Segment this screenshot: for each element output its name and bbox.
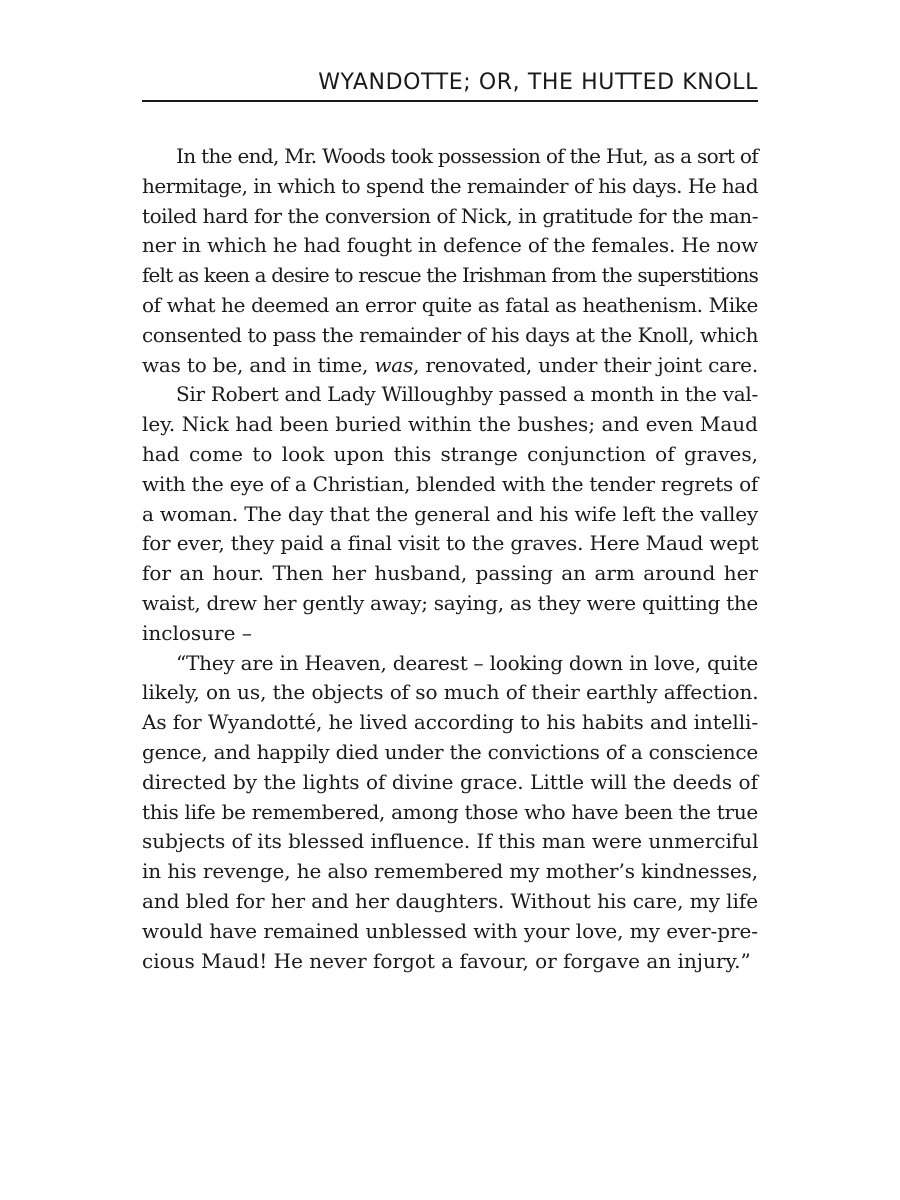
text-line: likely, on us, the objects of so much of their earthly affection. xyxy=(142,680,759,705)
text-run: was to be, and in time, xyxy=(142,352,375,377)
text-line: As for Wyandotté, he lived according to his habits and intelli- xyxy=(142,710,758,735)
text-line: of what he deemed an error quite as fatal as heathenism. Mike xyxy=(142,292,759,317)
text-line: hermitage, in which to spend the remainder of his days. He had xyxy=(142,173,758,198)
text-line: In the end, Mr. Woods took possession of the Hut, as a sort of xyxy=(176,144,758,168)
text-line: waist, drew her gently away; saying, as they were quitting the xyxy=(142,590,758,615)
text-line: for an hour. Then her husband, passing an arm around her xyxy=(142,561,758,586)
text-line: ley. Nick had been buried within the bushes; and even Maud xyxy=(142,412,758,437)
text-line: with the eye of a Christian, blended with the tender regrets of xyxy=(142,471,758,496)
italic-word: was xyxy=(374,352,414,377)
text-line: “They are in Heaven, dearest – looking down in love, quite xyxy=(176,650,758,675)
text-line: for ever, they paid a final visit to the graves. Here Maud wept xyxy=(142,531,759,556)
text-line: toiled hard for the conversion of Nick, in gratitude for the man- xyxy=(142,203,759,228)
text-line: in his revenge, he also remembered my mother’s kindnesses, xyxy=(142,859,758,884)
text-line: a woman. The day that the general and his wife left the valley xyxy=(142,501,758,526)
text-line: subjects of its blessed influence. If this man were unmerciful xyxy=(142,829,759,854)
text-line: this life be remembered, among those who have been the true xyxy=(142,799,758,824)
text-line: ner in which he had fought in defence of the females. He now xyxy=(142,233,758,258)
running-head-title: WYANDOTTE; OR, THE HUTTED KNOLL xyxy=(318,70,758,95)
text-run: , renovated, under their joint care. xyxy=(413,352,758,377)
text-line: cious Maud! He never forgot a favour, or forgave an injury.” xyxy=(142,948,751,973)
text-line: inclosure – xyxy=(142,620,252,645)
text-line: had come to look upon this strange conjunction of graves, xyxy=(142,441,758,466)
text-line: consented to pass the remainder of his days at the Knoll, which xyxy=(142,322,758,347)
text-line: Sir Robert and Lady Willoughby passed a month in the val- xyxy=(176,382,758,407)
header-rule xyxy=(142,100,758,102)
text-line: felt as keen a desire to rescue the Irishman from the superstitions xyxy=(142,263,758,288)
text-line: gence, and happily died under the convictions of a conscience xyxy=(142,739,758,764)
text-line xyxy=(142,351,758,381)
text-line: would have remained unblessed with your love, my ever-pre- xyxy=(142,918,758,943)
body-text xyxy=(142,142,758,976)
text-line: directed by the lights of divine grace. Little will the deeds of xyxy=(142,769,758,794)
text-line: and bled for her and her daughters. Without his care, my life xyxy=(142,888,758,913)
